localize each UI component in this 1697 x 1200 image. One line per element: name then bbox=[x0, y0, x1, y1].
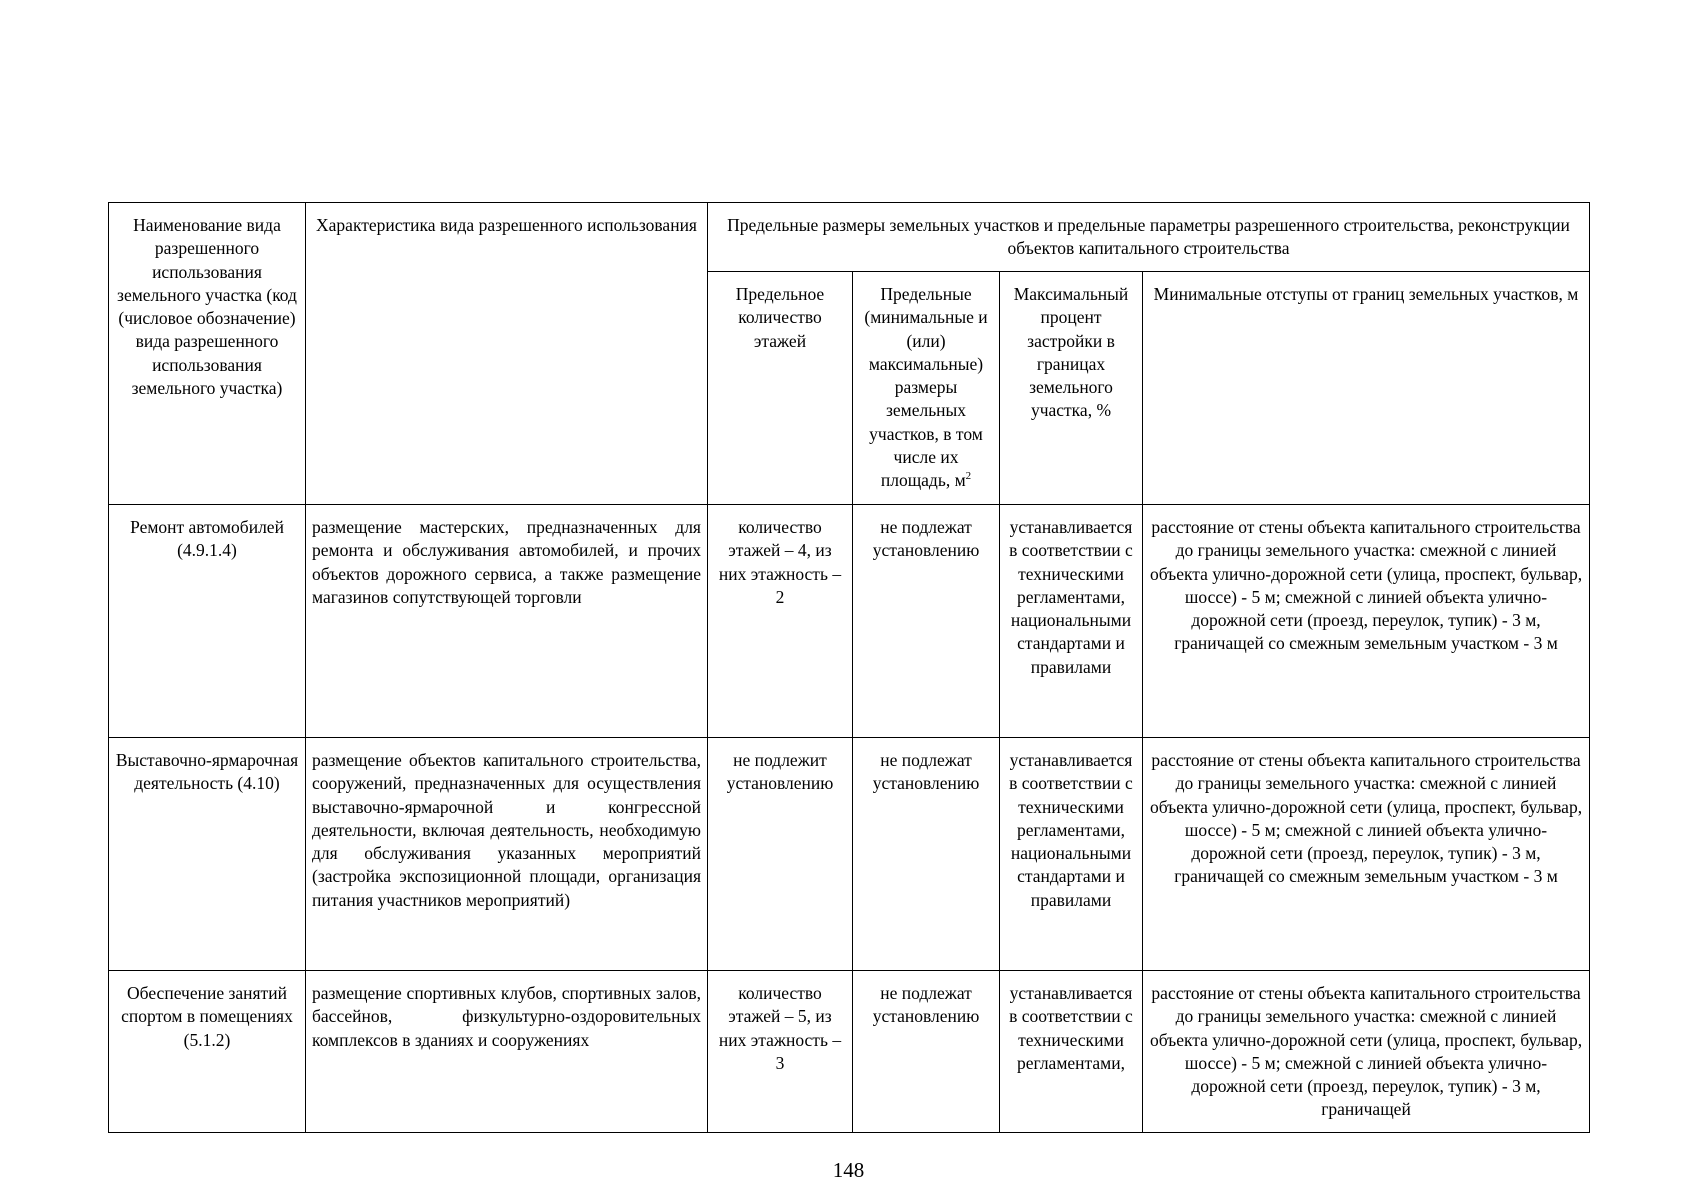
row-setbacks: расстояние от стены объекта капитального строительства до границы земельного участка: смежной с линией объекта улично-дорожной сети (улица, проспект, бульвар, шоссе) - 5 м; смежной с линией объекта улично-дорожной сети (проезд, переулок, тупик) - 3 м, граничащей со смежным земельным участком - 3 м bbox=[1143, 738, 1590, 971]
header-row-1 bbox=[109, 203, 1590, 272]
table-row bbox=[109, 505, 1590, 738]
row-land-use-name: Выставочно-ярмарочная деятельность (4.10) bbox=[109, 738, 306, 971]
row-plot-size: не подлежат установлению bbox=[853, 738, 1000, 971]
row-floors: количество этажей – 5, из них этажность – 3 bbox=[708, 971, 853, 1133]
row-description: размещение мастерских, предназначенных для ремонта и обслуживания автомобилей, и прочих объектов дорожного сервиса, а также размещение магазинов сопутствующей торговли bbox=[306, 505, 708, 738]
row-coverage: устанавливается в соответствии с техническими регламентами, национальными стандартами и правилами bbox=[1000, 505, 1143, 738]
row-setbacks: расстояние от стены объекта капитального строительства до границы земельного участка: смежной с линией объекта улично-дорожной сети (улица, проспект, бульвар, шоссе) - 5 м; смежной с линией объекта улично-дорожной сети (проезд, переулок, тупик) - 3 м, граничащей со смежным земельным участком - 3 м bbox=[1143, 505, 1590, 738]
row-coverage: устанавливается в соответствии с техническими регламентами, национальными стандартами и правилами bbox=[1000, 738, 1143, 971]
header-max-floors: Предельное количество этажей bbox=[708, 272, 853, 505]
row-floors: количество этажей – 4, из них этажность – 2 bbox=[708, 505, 853, 738]
row-plot-size: не подлежат установлению bbox=[853, 971, 1000, 1133]
header-land-use-name: Наименование вида разрешенного использования земельного участка (код (числовое обозначение) вида разрешенного использования земельного участка) bbox=[109, 203, 306, 505]
header-plot-size-text: Предельные (минимальные и (или) максимальные) размеры земельных участков, в том числе их площадь, м bbox=[864, 284, 988, 491]
page-number: 148 bbox=[832, 1158, 865, 1182]
header-land-use-description: Характеристика вида разрешенного использования bbox=[306, 203, 708, 505]
row-description: размещение объектов капитального строительства, сооружений, предназначенных для осуществления выставочно-ярмарочной и конгрессной деятельности, включая деятельность, необходимую для обслуживания указанных мероприятий (застройка экспозиционной площади, организация питания участников мероприятий) bbox=[306, 738, 708, 971]
header-min-setbacks: Минимальные отступы от границ земельных участков, м bbox=[1143, 272, 1590, 505]
header-plot-size-superscript: 2 bbox=[965, 470, 972, 483]
row-coverage: устанавливается в соответствии с техническими регламентами, bbox=[1000, 971, 1143, 1133]
header-plot-size bbox=[853, 272, 1000, 505]
row-floors: не подлежит установлению bbox=[708, 738, 853, 971]
row-land-use-name: Ремонт автомобилей (4.9.1.4) bbox=[109, 505, 306, 738]
table-row bbox=[109, 738, 1590, 971]
row-plot-size: не подлежат установлению bbox=[853, 505, 1000, 738]
table-row bbox=[109, 971, 1590, 1133]
row-description: размещение спортивных клубов, спортивных залов, бассейнов, физкультурно-оздоровительных комплексов в зданиях и сооружениях bbox=[306, 971, 708, 1133]
header-max-coverage: Максимальный процент застройки в границах земельного участка, % bbox=[1000, 272, 1143, 505]
header-limit-parameters: Предельные размеры земельных участков и предельные параметры разрешенного строительства, реконструкции объектов капитального строительства bbox=[708, 203, 1590, 272]
row-setbacks: расстояние от стены объекта капитального строительства до границы земельного участка: смежной с линией объекта улично-дорожной сети (улица, проспект, бульвар, шоссе) - 5 м; смежной с линией объекта улично-дорожной сети (проезд, переулок, тупик) - 3 м, граничащей bbox=[1143, 971, 1590, 1133]
land-use-regulations-table bbox=[108, 202, 1590, 1133]
row-land-use-name: Обеспечение занятий спортом в помещениях (5.1.2) bbox=[109, 971, 306, 1133]
